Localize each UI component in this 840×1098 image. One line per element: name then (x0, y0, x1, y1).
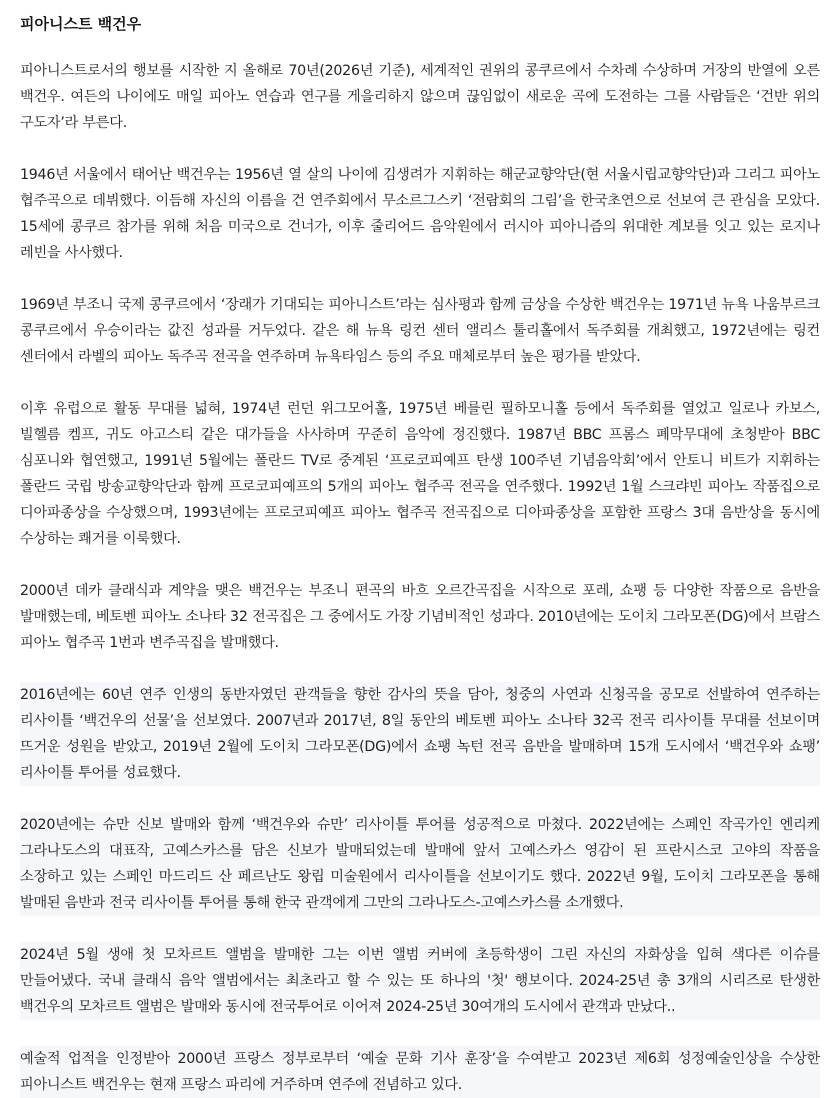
paragraph-early-career: 1946년 서울에서 태어난 백건우는 1956년 열 살의 나이에 김생려가 지휘하는 해군교향악단(현 서울시립교향악단)과 그리그 피아노 협주곡으로 데뷔했다. 이듬해 자신의 이름을 건 연주회에서 무소르그스키 ‘전람회의 그림’을 한국초연으로 선보여 큰 관심을 모았다. 15세에 콩쿠르 참가를 위해 처음 미국으로 건너가, 이후 줄리어드 음악원에서 러시아 피아니즘의 위대한 계보를 잇고 있는 로지나 레빈을 사사했다. (20, 167, 820, 261)
paragraph-mozart: 2024년 5월 생애 첫 모차르트 앨범을 발매한 그는 이번 앨범 커버에 초등학생이 그린 자신의 자화상을 입혀 색다른 이슈를 만들어냈다. 국내 클래식 음악 앨범에서는 최초라고 할 수 있는 또 하나의 '첫' 행보이다. 2024-25년 총 3개의 시리즈로 탄생한 백건우의 모차르트 앨범은 발매와 동시에 전국투어로 이어져 2024-25년 30여개의 도시에서 관객과 만났다.. (20, 942, 820, 1020)
paragraph-honors: 예술적 업적을 인정받아 2000년 프랑스 정부로부터 ‘예술 문화 기사 훈장’을 수여받고 2023년 제6회 성정예술인상을 수상한 피아니스트 백건우는 현재 프랑스 파리에 거주하며 연주에 전념하고 있다. (20, 1046, 820, 1098)
paragraph-2020: 2020년에는 슈만 신보 발매와 함께 ‘백건우와 슈만’ 리사이틀 투어를 성공적으로 마쳤다. 2022년에는 스페인 작곡가인 엔리케 그라나도스의 대표작, 고예스카스를 담은 신보가 발매되었는데 발매에 앞서 고예스카스 영감이 된 프란시스코 고야의 작품을 소장하고 있는 스페인 마드리드 산 페르난도 왕립 미술원에서 리사이틀을 선보이기도 했다. 2022년 9월, 도이치 그라모폰을 통해 발매된 음반과 전국 리사이틀 투어를 통해 한국 관객에게 그만의 그라나도스-고예스카스를 소개했다. (20, 812, 820, 916)
paragraph-2016: 2016년에는 60년 연주 인생의 동반자였던 관객들을 향한 감사의 뜻을 담아, 청중의 사연과 신청곡을 공모로 선발하여 연주하는 리사이틀 ‘백건우의 선물’을 선보였다. 2007년과 2017년, 8일 동안의 베토벤 피아노 소나타 32곡 전곡 리사이틀 무대를 선보이며 뜨거운 성원을 받았고, 2019년 2월에 도이치 그라모폰(DG)에서 쇼팽 녹턴 전곡 음반을 발매하며 15개 도시에서 ‘백건우와 쇼팽’ 리사이틀 투어를 성료했다. (20, 682, 820, 786)
paragraph-competitions: 1969년 부조니 국제 콩쿠르에서 ‘장래가 기대되는 피아니스트’라는 심사평과 함께 금상을 수상한 백건우는 1971년 뉴욕 나움부르크 콩쿠르에서 우승이라는 값진 성과를 거두었다. 같은 해 뉴욕 링컨 센터 앨리스 툴리홀에서 독주회를 개최했고, 1972년에는 링컨 센터에서 라벨의 피아노 독주곡 전곡을 연주하며 뉴욕타임스 등의 주요 매체로부터 높은 평가를 받았다. (20, 297, 820, 365)
article-title: 피아니스트 백건우 (20, 15, 142, 33)
paragraph-europe: 이후 유럽으로 활동 무대를 넓혀, 1974년 런던 위그모어홀, 1975년 베를린 필하모니홀 등에서 독주회를 열었고 일로나 카보스, 빌헬름 켐프, 귀도 아고스티 같은 대가들을 사사하며 꾸준히 음악에 정진했다. 1987년 BBC 프롬스 폐막무대에 초청받아 BBC 심포니와 협연했고, 1991년 5월에는 폴란드 TV로 중계된 ‘프로코피예프 탄생 100주년 기념음악회’에서 안토니 비트가 지휘하는 폴란드 국립 방송교향악단과 함께 프로코피예프의 5개의 피아노 협주곡 전곡을 연주했다. 1992년 1월 스크랴빈 피아노 작품집으로 디아파종상을 수상했으며, 1993년에는 프로코피예프 피아노 협주곡 전곡집으로 디아파종상을 포함한 프랑스 3대 음반상을 동시에 수상하는 쾌거를 이룩했다. (20, 401, 820, 547)
paragraph-decca: 2000년 데카 클래식과 계약을 맺은 백건우는 부조니 편곡의 바흐 오르간곡집을 시작으로 포레, 쇼팽 등 다양한 작품으로 음반을 발매했는데, 베토벤 피아노 소나타 32 전곡집은 그 중에서도 가장 기념비적인 성과다. 2010년에는 도이치 그라모폰(DG)에서 브람스 피아노 협주곡 1번과 변주곡집을 발매했다. (20, 583, 820, 651)
paragraph-intro: 피아니스트로서의 행보를 시작한 지 올해로 70년(2026년 기준), 세계적인 권위의 콩쿠르에서 수차례 수상하며 거장의 반열에 오른 백건우. 여든의 나이에도 매일 피아노 연습과 연구를 게을리하지 않으며 끊임없이 새로운 곡에 도전하는 그를 사람들은 ‘건반 위의 구도자’라 부른다. (20, 63, 820, 131)
